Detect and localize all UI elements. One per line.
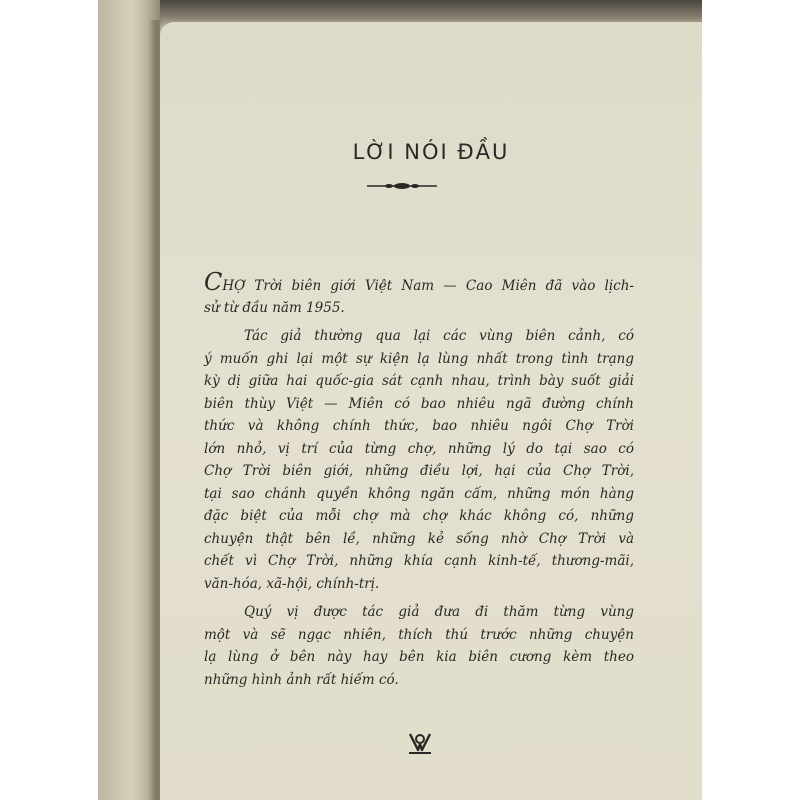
paragraph <box>204 268 634 319</box>
text-line: Quý vị được tác giả đưa đi thăm từng vùng <box>244 604 634 620</box>
text-line: kỳ dị giữa hai quốc-gia sát cạnh nhau, trình bày suốt giải <box>204 373 634 389</box>
text-line: lớn nhỏ, vị trí của từng chợ, những lý do tại sao có <box>204 440 634 457</box>
book-page <box>160 22 702 800</box>
open-book <box>98 0 702 800</box>
text-line: Chợ Trời biên giới, những điều lợi, hại của Chợ Trời, <box>204 463 634 479</box>
page-title: LỜI NÓI ĐẦU <box>352 140 510 164</box>
publisher-logo-icon <box>407 730 433 756</box>
drop-cap: C <box>204 268 223 296</box>
text-line: sử từ đầu năm 1955. <box>204 299 345 316</box>
text-line: biên thùy Việt — Miên có bao nhiêu ngã đường chính <box>204 395 634 412</box>
text-line <box>204 268 634 297</box>
body-text <box>204 268 634 697</box>
text-line: ý muốn ghi lại một sự kiện lạ lùng nhất trong tình trạng <box>204 350 634 367</box>
text-line: chết vì Chợ Trời, những khía cạnh kinh-tế, thương-mãi, <box>204 553 634 569</box>
text-line: thức và không chính thức, bao nhiêu ngôi Chợ Trời <box>204 418 634 434</box>
text-line: tại sao chánh quyền không ngăn cấm, những món hàng <box>204 485 634 502</box>
divider-ornament-icon <box>365 181 439 191</box>
text-line: đặc biệt của mỗi chợ mà chợ khác không có, những <box>204 508 634 524</box>
paragraph <box>204 325 634 595</box>
text-line: lạ lùng ở bên này hay bên kia biên cương kèm theo <box>204 649 634 665</box>
text-line: một và sẽ ngạc nhiên, thích thú trước những chuyện <box>204 626 634 643</box>
text-line: những hình ảnh rất hiếm có. <box>204 671 399 688</box>
text-line: văn-hóa, xã-hội, chính-trị. <box>204 575 380 592</box>
text-line: chuyện thật bên lề, những kẻ sống nhờ Chợ Trời và <box>204 530 634 547</box>
text-line-content: HỢ Trời biên giới Việt Nam — Cao Miên đã vào lịch- <box>222 278 634 294</box>
text-line: Tác giả thường qua lại các vùng biên cảnh, có <box>244 328 634 344</box>
paragraph <box>204 601 634 691</box>
